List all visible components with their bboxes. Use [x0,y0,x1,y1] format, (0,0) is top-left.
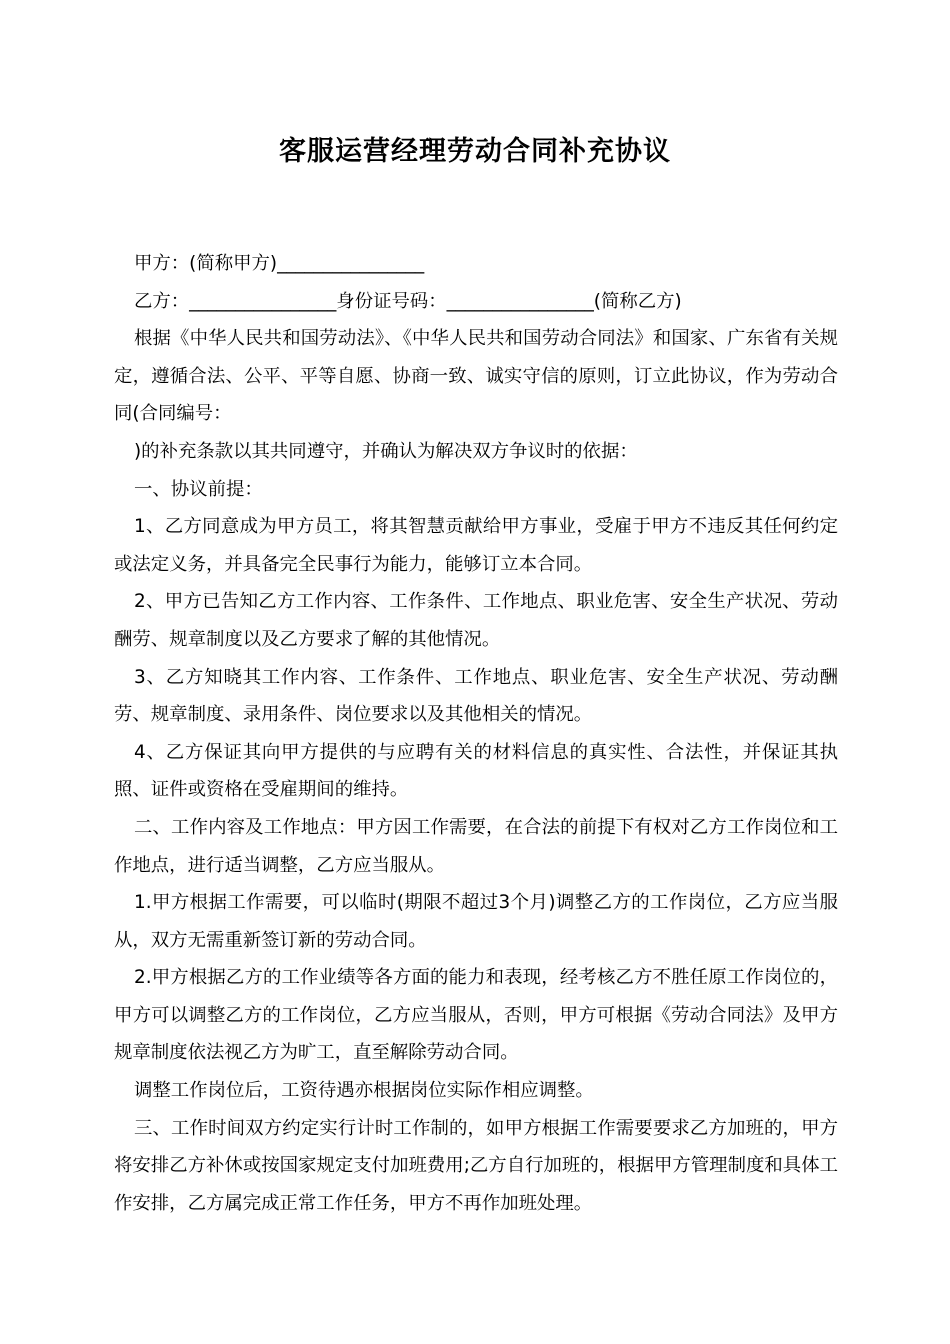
clause-2-note: 调整工作岗位后，工资待遇亦根据岗位实际作相应调整。 [134,1080,594,1102]
section-2: 二、工作内容及工作地点：甲方因工作需要，在合法的前提下有权对乙方工作岗位和工作地点，进行适当调整，乙方应当服从。 [114,816,838,876]
document-title: 客服运营经理劳动合同补充协议 [279,136,671,167]
clause-1-3: 3、乙方知晓其工作内容、工作条件、工作地点、职业危害、安全生产状况、劳动酬劳、规章制度、录用条件、岗位要求以及其他相关的情况。 [114,666,838,726]
clause-1-1: 1、乙方同意成为甲方员工，将其智慧贡献给甲方事业，受雇于甲方不违反其任何约定或法定义务，并具备完全民事行为能力，能够订立本合同。 [114,516,838,575]
clause-1-2: 2、甲方已告知乙方工作内容、工作条件、工作地点、职业危害、安全生产状况、劳动酬劳、规章制度以及乙方要求了解的其他情况。 [114,591,838,650]
clause-1-4: 4、乙方保证其向甲方提供的与应聘有关的材料信息的真实性、合法性，并保证其执照、证件或资格在受雇期间的维持。 [114,741,838,801]
clause-2-1: 1.甲方根据工作需要，可以临时(期限不超过3个月)调整乙方的工作岗位，乙方应当服从，双方无需重新签订新的劳动合同。 [114,892,838,951]
party-b-line: 乙方：________________身份证号码：________________(简称乙方) [134,290,682,312]
document-body [114,245,838,1222]
section-3: 三、工作时间双方约定实行计时工作制的，如甲方根据工作需要要求乙方加班的，甲方将安排乙方补休或按国家规定支付加班费用;乙方自行加班的，根据甲方管理制度和具体工作安排，乙方属完成正常工作任务，甲方不再作加班处理。 [114,1117,838,1214]
preamble-continuation: )的补充条款以其共同遵守，并确认为解决双方争议时的依据： [134,440,638,462]
party-a-line: 甲方：(简称甲方)________________ [134,253,425,274]
section-heading-1: 一、协议前提： [134,478,263,500]
clause-2-2: 2.甲方根据乙方的工作业绩等各方面的能力和表现，经考核乙方不胜任原工作岗位的，甲方可以调整乙方的工作岗位，乙方应当服从，否则，甲方可根据《劳动合同法》及甲方规章制度依法视乙方为旷工，直至解除劳动合同。 [114,967,838,1064]
preamble-paragraph: 根据《中华人民共和国劳动法》、《中华人民共和国劳动合同法》和国家、广东省有关规定，遵循合法、公平、平等自愿、协商一致、诚实守信的原则，订立此协议，作为劳动合同(合同编号： [114,328,838,425]
